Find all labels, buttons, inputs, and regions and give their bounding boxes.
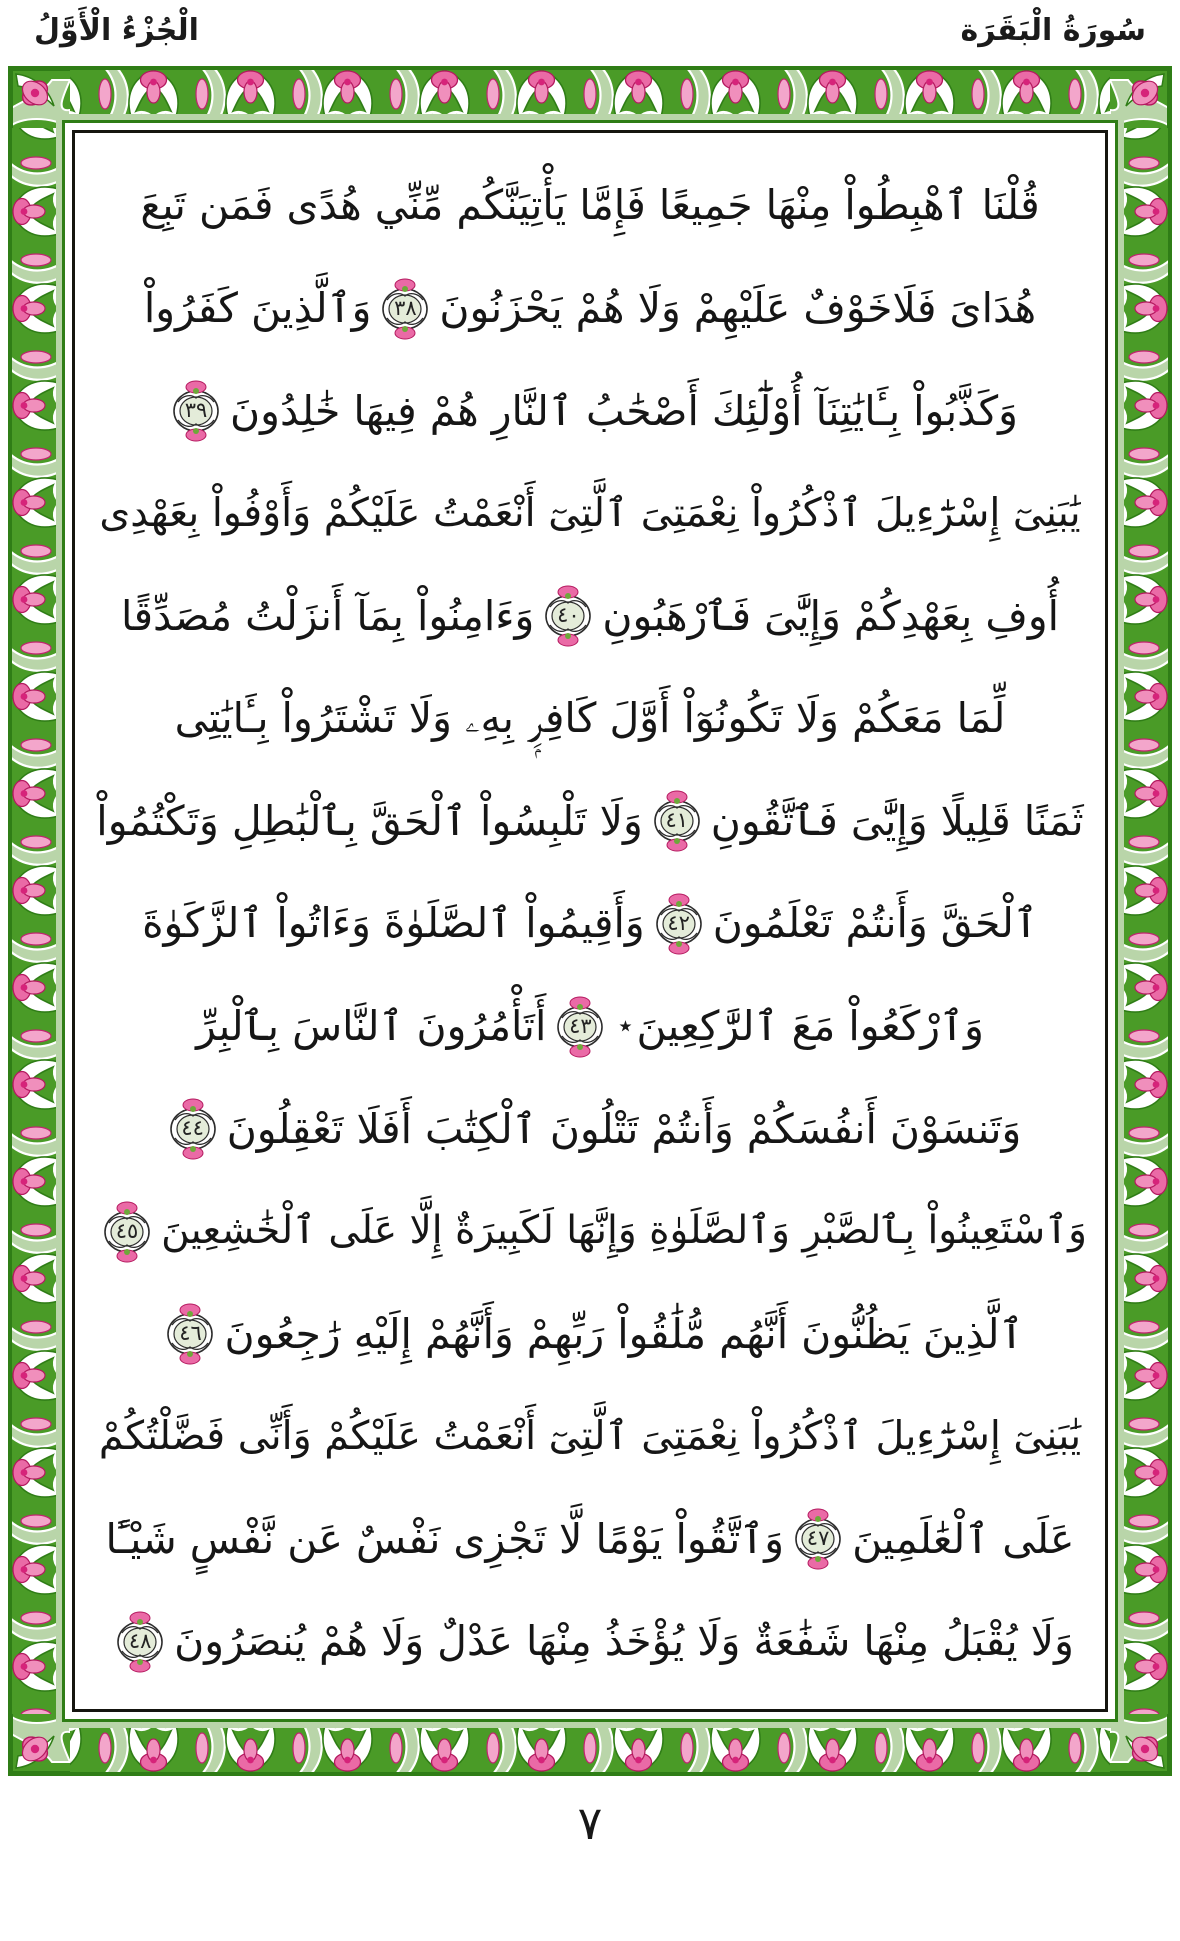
ayah-text: يَٰبَنِىٓ إِسْرَٰٓءِيلَ ٱذْكُرُواْ نِعْمَتِىَ ٱلَّتِىٓ أَنْعَمْتُ عَلَيْكُمْ وَأَوْفُواْ بِعَهْدِى	[99, 489, 1081, 536]
ayah-line	[96, 1081, 1084, 1177]
corner-rosette-bottom-right	[1110, 1714, 1172, 1776]
ayah-text: عَلَى ٱلْعَٰلَمِينَ	[852, 1514, 1075, 1563]
ayah-marker	[650, 790, 704, 852]
ayah-number: ٣٩	[184, 398, 208, 423]
ayah-number: ٣٨	[394, 295, 417, 320]
ayah-text: أُوفِ بِعَهْدِكُمْ وَإِيَّٰىَ فَٱرْهَبُونِ	[602, 591, 1060, 640]
corner-rosette-top-right	[1110, 66, 1172, 128]
ayah-text-continued: وَءَامِنُواْ بِمَآ أَنزَلْتُ مُصَدِّقًا	[120, 591, 535, 640]
ayah-line	[96, 671, 1084, 767]
ayah-line	[96, 261, 1084, 357]
ayah-text: هُدَاىَ فَلَاخَوْفٌ عَلَيْهِمْ وَلَا هُمْ يَحْزَنُونَ	[439, 284, 1037, 333]
ayah-text: قُلْنَا ٱهْبِطُواْ مِنْهَا جَمِيعًا فَإِمَّا يَأْتِيَنَّكُم مِّنِّي هُدًى فَمَن تَبِعَ	[140, 181, 1040, 230]
ayah-text-continued: وَلَا تَلْبِسُواْ ٱلْحَقَّ بِٱلْبَٰطِلِ وَتَكْتُمُواْ	[96, 796, 643, 845]
ayah-text: ثَمَنًا قَلِيلًا وَإِيَّٰىَ فَٱتَّقُونِ	[710, 796, 1084, 845]
ayah-marker	[113, 1611, 167, 1673]
ayah-text: ٱلْحَقَّ وَأَنتُمْ تَعْلَمُونَ	[712, 899, 1038, 948]
surah-label: سُورَةُ الْبَقَرَة	[960, 13, 1146, 48]
ayah-line	[96, 773, 1084, 869]
ayah-line	[96, 876, 1084, 972]
ornamental-frame	[8, 66, 1172, 1776]
corner-rosette-bottom-left	[8, 1714, 70, 1776]
ayah-number: ٤١	[665, 808, 689, 833]
ayah-marker	[791, 1508, 845, 1570]
ayah-marker	[553, 996, 607, 1058]
page-number: ٧	[577, 1796, 603, 1850]
ayah-number: ٤٣	[569, 1013, 592, 1038]
ayah-text-continued: وَٱتَّقُواْ يَوْمًا لَّا تَجْزِى نَفْسٌ عَن نَّفْسٍ شَيْـًٔا	[105, 1514, 785, 1563]
juz-label: الْجُزْءُ الْأَوَّلُ	[34, 13, 199, 48]
ayah-text: لِّمَا مَعَكُمْ وَلَا تَكُونُوٓاْ أَوَّلَ كَافِرِۭ بِهِۦ وَلَا تَشْتَرُواْ بِـَٔايَٰتِى	[174, 694, 1006, 743]
ayah-number: ٤٢	[667, 910, 690, 935]
ayah-number: ٤٧	[806, 1526, 830, 1551]
quran-text-block	[96, 158, 1087, 1690]
ayah-line	[96, 158, 1084, 254]
sajda-star-icon: ٭	[618, 1010, 633, 1041]
ayah-number: ٤٥	[115, 1218, 139, 1243]
ayah-line	[96, 1491, 1084, 1587]
ayah-number: ٤٤	[181, 1116, 204, 1141]
ayah-marker	[163, 1303, 217, 1365]
ayah-text: وَٱرْكَعُواْ مَعَ ٱلرَّٰكِعِينَ	[636, 1001, 984, 1050]
ayah-marker	[100, 1201, 154, 1263]
ayah-marker	[378, 278, 432, 340]
ayah-marker	[169, 380, 223, 442]
ayah-text: وَلَا يُقْبَلُ مِنْهَا شَفَٰعَةٌ وَلَا يُؤْخَذُ مِنْهَا عَدْلٌ وَلَا هُمْ يُنصَرُونَ	[174, 1617, 1074, 1666]
ayah-marker	[541, 585, 595, 647]
page-header	[0, 0, 1180, 62]
ayah-text-continued: وَٱلَّذِينَ كَفَرُواْ	[143, 284, 372, 333]
ayah-number: ٤٨	[128, 1628, 152, 1653]
ayah-text: وَٱسْتَعِينُواْ بِٱلصَّبْرِ وَٱلصَّلَوٰةِ وَإِنَّهَا لَكَبِيرَةٌ إِلَّا عَلَى ٱلْخَٰشِعِينَ	[161, 1208, 1087, 1254]
ayah-line	[96, 363, 1084, 459]
ayah-text: ٱلَّذِينَ يَظُنُّونَ أَنَّهُم مُّلَٰقُواْ رَبِّهِمْ وَأَنَّهُمْ إِلَيْهِ رَٰجِعُونَ	[224, 1309, 1024, 1358]
ayah-number: ٤٦	[179, 1321, 202, 1346]
ayah-line	[96, 1594, 1084, 1690]
ayah-marker	[652, 893, 706, 955]
ayah-marker	[166, 1098, 220, 1160]
corner-rosette-top-left	[8, 66, 70, 128]
ayah-line	[96, 568, 1084, 664]
ayah-text: يَٰبَنِىٓ إِسْرَٰٓءِيلَ ٱذْكُرُواْ نِعْمَتِىَ ٱلَّتِىٓ أَنْعَمْتُ عَلَيْكُمْ وَأَنِّى فَضَّلْتُكُمْ	[98, 1413, 1082, 1460]
ayah-line	[96, 1184, 1087, 1280]
page-footer	[0, 1796, 1180, 1850]
ayah-text-continued: وَأَقِيمُواْ ٱلصَّلَوٰةَ وَءَاتُواْ ٱلزَّكَوٰةَ	[142, 899, 645, 948]
ayah-line	[96, 979, 1084, 1075]
ayah-text: وَتَنسَوْنَ أَنفُسَكُمْ وَأَنتُمْ تَتْلُونَ ٱلْكِتَٰبَ أَفَلَا تَعْقِلُونَ	[226, 1104, 1022, 1153]
ayah-number: ٤٠	[557, 603, 580, 628]
ayah-text: وَكَذَّبُواْ بِـَٔايَٰتِنَآ أُوْلَٰٓئِكَ أَصْحَٰبُ ٱلنَّارِ هُمْ فِيهَا خَٰلِدُونَ	[230, 386, 1018, 435]
ayah-line	[96, 1286, 1084, 1382]
ayah-line	[96, 1389, 1084, 1485]
ayah-text-continued: أَتَأْمُرُونَ ٱلنَّاسَ بِٱلْبِرِّ	[196, 1001, 547, 1050]
ayah-line	[96, 466, 1084, 562]
